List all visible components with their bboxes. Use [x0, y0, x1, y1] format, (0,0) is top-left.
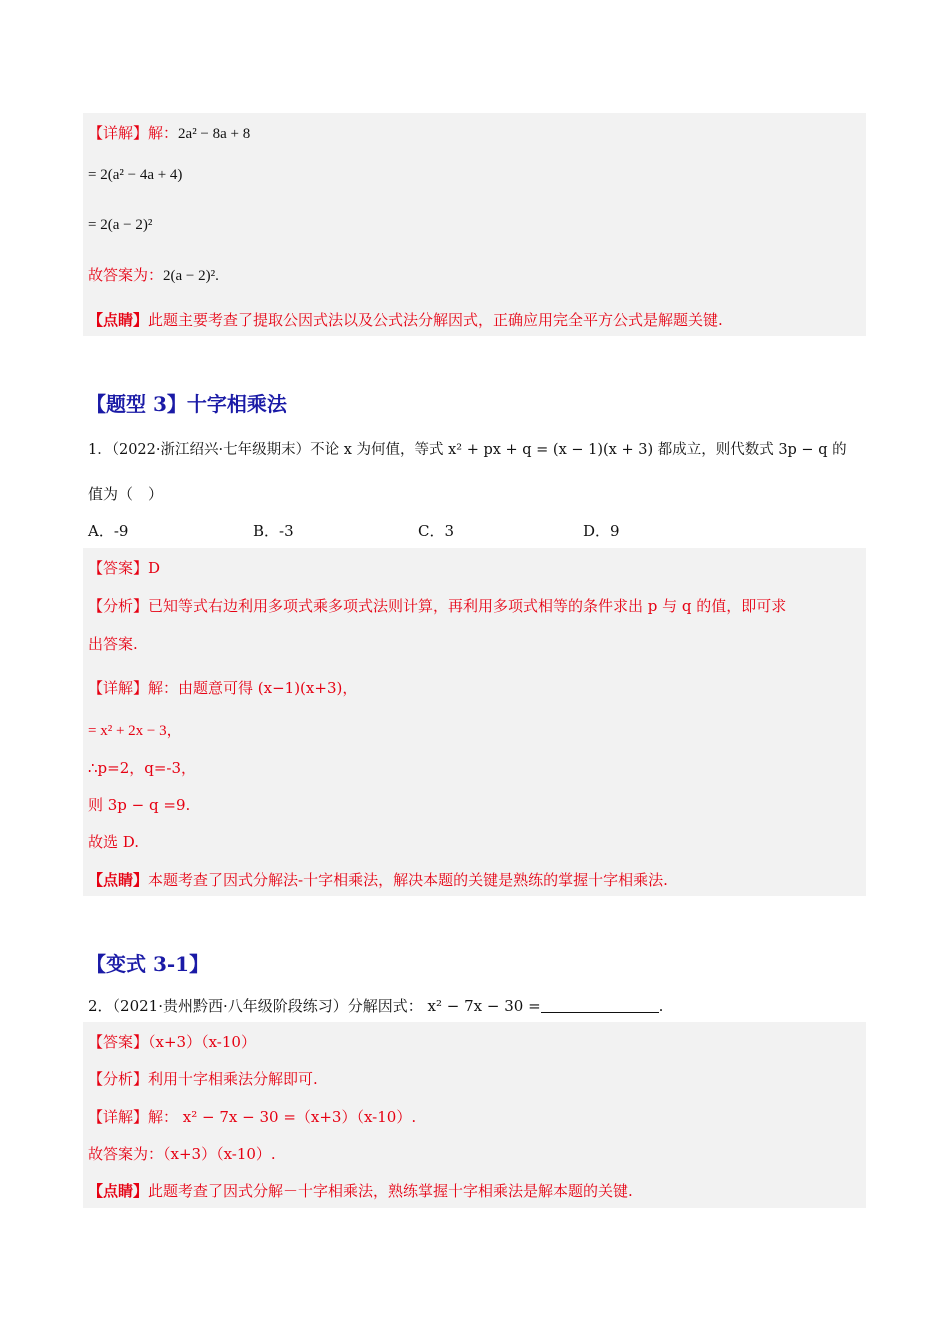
detail-text: 解： x² − 7x − 30 =（x+3）（x-10）. [148, 1108, 417, 1126]
q1-answer-line [88, 558, 160, 578]
q1-analysis-line-1 [88, 596, 786, 616]
detail-tag: 【详解】 [88, 1108, 149, 1126]
q1-step-3: 则 3p − q =9. [88, 796, 191, 814]
q1-option-c: C．3 [418, 522, 455, 540]
heading-bracket: 【题型 3】 [86, 392, 187, 416]
q1-option-d: D．9 [583, 522, 620, 540]
q1-detail-line [88, 678, 357, 698]
block1-comment-line [88, 310, 723, 330]
answer-value: D [148, 559, 161, 577]
comment-text: 此题考查了因式分解－十字相乘法，熟练掌握十字相乘法是解本题的关键. [148, 1182, 633, 1200]
detail-tag: 【详解】 [88, 679, 149, 697]
comment-tag: 【点睛】 [88, 871, 149, 889]
solution-box-1 [83, 113, 866, 336]
comment-tag: 【点睛】 [88, 1182, 149, 1200]
q1-analysis-line-2: 出答案. [88, 635, 138, 653]
q2-analysis-line [88, 1069, 318, 1089]
q2-detail-line [88, 1107, 416, 1127]
answer-blank [541, 998, 659, 1013]
q1-stem-line-2: 值为（ ） [88, 485, 164, 503]
detail-lead: 解： [148, 124, 179, 142]
q1-comment-line [88, 870, 668, 890]
q1-option-b: B．-3 [253, 522, 294, 540]
comment-text: 本题考查了因式分解法-十字相乘法，解决本题的关键是熟练的掌握十字相乘法. [148, 871, 668, 889]
q2-comment-line [88, 1181, 633, 1201]
answer-value: （x+3）（x-10） [148, 1033, 256, 1051]
analysis-text: 利用十字相乘法分解即可. [148, 1070, 318, 1088]
block1-step-2: = 2(a − 2)² [88, 217, 153, 233]
section-heading [86, 388, 287, 417]
q2-answer-line [88, 1032, 256, 1052]
analysis-tag: 【分析】 [88, 1070, 149, 1088]
detail-expression: 2a² − 8a + 8 [178, 126, 251, 142]
comment-tag: 【点睛】 [88, 311, 149, 329]
answer-lead: 故答案为： [88, 266, 164, 284]
q1-conclusion: 故选 D. [88, 833, 140, 851]
detail-text: 解：由题意可得 (x−1)(x+3)， [148, 679, 358, 697]
q2-stem-line [88, 996, 663, 1016]
q1-option-a: A．-9 [88, 522, 129, 540]
heading-title: 十字相乘法 [186, 392, 287, 416]
q1-stem-line-1: 1．（2022·浙江绍兴·七年级期末）不论 x 为何值，等式 x² + px + q = (x − 1)(x + 3) 都成立，则代数式 3p − q 的 [88, 442, 847, 458]
block1-detail-line [88, 123, 250, 144]
variant-heading: 【变式 3-1】 [86, 952, 210, 976]
analysis-text: 已知等式右边利用多项式乘多项式法则计算，再利用多项式相等的条件求出 p 与 q 的值，即可求 [148, 597, 787, 615]
analysis-tag: 【分析】 [88, 597, 149, 615]
q1-step-2: ∴p=2，q=-3， [88, 759, 197, 777]
block1-answer-line [88, 265, 219, 286]
q2-answer-summary: 故答案为：（x+3）（x-10）. [88, 1145, 276, 1163]
answer-tag: 【答案】 [88, 559, 149, 577]
q2-stem-end: . [658, 997, 664, 1015]
q1-step-1: = x² + 2x − 3， [88, 723, 182, 739]
detail-tag: 【详解】 [88, 124, 149, 142]
answer-tag: 【答案】 [88, 1033, 149, 1051]
q2-stem: 2．（2021·贵州黔西·八年级阶段练习）分解因式： x² − 7x − 30 = [88, 997, 541, 1015]
block1-step-1: = 2(a² − 4a + 4) [88, 167, 183, 183]
answer-expression: 2(a − 2)². [163, 268, 219, 284]
comment-text: 此题主要考查了提取公因式法以及公式法分解因式，正确应用完全平方公式是解题关键. [148, 311, 723, 329]
